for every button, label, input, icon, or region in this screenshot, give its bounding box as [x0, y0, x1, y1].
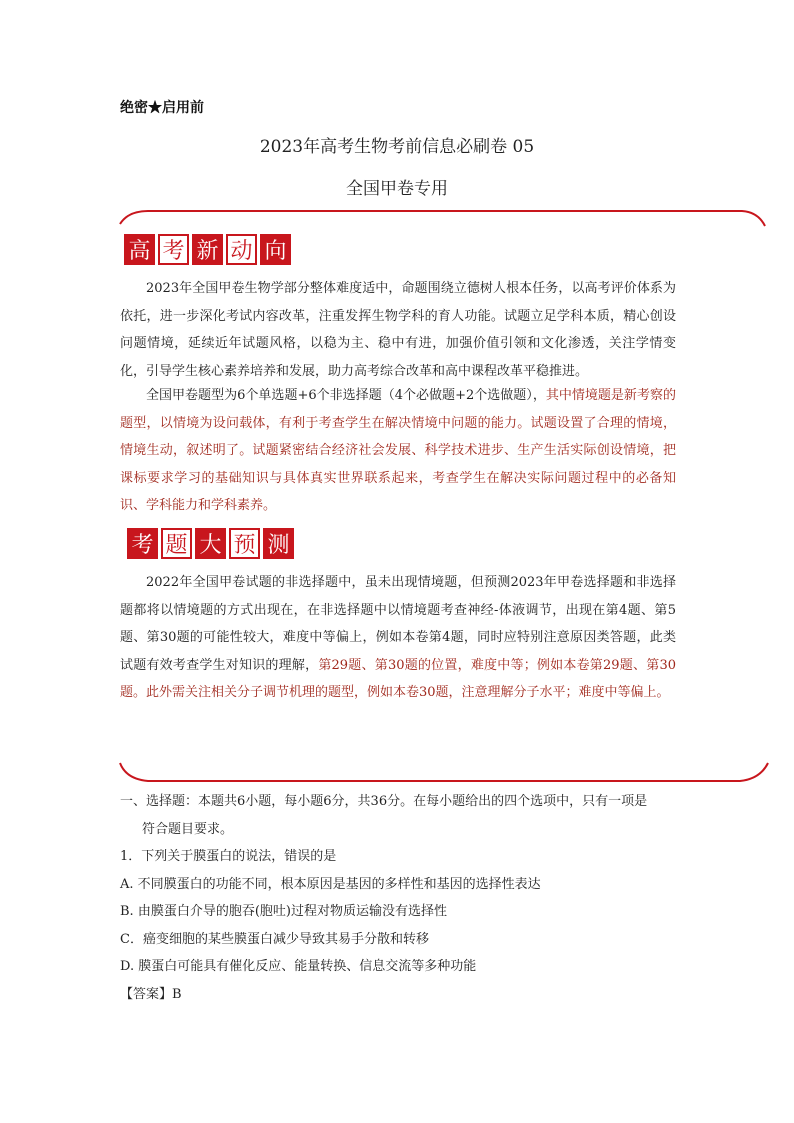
question-1-stem: 1．下列关于膜蛋白的说法，错误的是 — [120, 849, 337, 864]
option-c: C．癌变细胞的某些膜蛋白减少导致其易手分散和转移 — [120, 931, 429, 947]
section-badge-prediction — [127, 528, 294, 559]
prediction-highlight: 第29题、第30题的位置，难度中等；例如本卷第29题、第30题。此外需关注相关分子调节机理的题型，例如本卷30题，注意理解分子水平；难度中等偏上。 — [120, 657, 676, 700]
badge-char: 动 — [226, 234, 257, 265]
trend-paragraph-2 — [120, 382, 676, 520]
badge-char: 新 — [192, 234, 223, 265]
trend-para2-highlight: 其中情境题是新考察的题型，以情境为设问载体，有利于考查学生在解决情境中问题的能力。试题设置了合理的情境，情境生动，叙述明了。试题紧密结合经济社会发展、科学技术进步、生产生活实际创设情境，把课标要求学习的基础知识与具体真实世界联系起来，考查学生在解决实际问题过程中的必备知识、学科能力和学科素养。 — [120, 388, 676, 513]
prediction-paragraph — [120, 569, 676, 707]
badge-char: 高 — [124, 234, 155, 265]
page-title: 2023年高考生物考前信息必刷卷 05 — [259, 137, 535, 157]
page-subtitle: 全国甲卷专用 — [346, 179, 448, 199]
answer-label: 【答案】B — [120, 986, 182, 1002]
top-frame-curve — [120, 211, 765, 226]
badge-char: 测 — [263, 528, 294, 559]
badge-char: 向 — [260, 234, 291, 265]
instruction-line-2: 符合题目要求。 — [142, 821, 234, 837]
option-b: B. 由膜蛋白介导的胞吞(胞吐)过程对物质运输没有选择性 — [120, 904, 447, 919]
option-d: D. 膜蛋白可能具有催化反应、能量转换、信息交流等多种功能 — [120, 959, 477, 974]
badge-char: 题 — [161, 528, 192, 559]
option-a: A. 不同膜蛋白的功能不同，根本原因是基因的多样性和基因的选择性表达 — [120, 876, 541, 892]
badge-char: 考 — [158, 234, 189, 265]
badge-char: 大 — [195, 528, 226, 559]
badge-char: 考 — [127, 528, 158, 559]
section-badge-trends — [124, 234, 291, 265]
instruction-line-1: 一、选择题：本题共6小题，每小题6分，共36分。在每小题给出的四个选项中，只有一项是 — [120, 794, 648, 809]
badge-char: 预 — [229, 528, 260, 559]
bottom-frame-curve — [120, 763, 768, 781]
secret-label: 绝密★启用前 — [120, 100, 204, 116]
trend-paragraph-1: 2023年全国甲卷生物学部分整体难度适中，命题围绕立德树人根本任务，以高考评价体系为依托，进一步深化考试内容改革，注重发挥生物学科的育人功能。试题立足学科本质，精心创设问题情境，延续近年试题风格，以稳为主、稳中有进，加强价值引领和文化渗透，关注学情变化，引导学生核心素养培养和发展，助力高考综合改革和高中课程改革平稳推进。 — [120, 281, 676, 379]
prediction-lead: 2022年全国甲卷试题的非选择题中，虽未出现情境题，但预测2023年甲卷选择题和非选择题都将以情境题的方式出现在，在非选择题中以情境题考查神经-体液调节，出现在第4题、第5题、第30题的可能性较大，难度中等偏上，例如本卷第4题，同时应特别注意原因类答题，此类试题有效考查学生对知识的理解， — [120, 575, 676, 673]
question-section — [120, 788, 700, 1008]
trend-para2-lead: 全国甲卷题型为6个单选题+6个非选择题（4个必做题+2个选做题）， — [146, 388, 546, 403]
